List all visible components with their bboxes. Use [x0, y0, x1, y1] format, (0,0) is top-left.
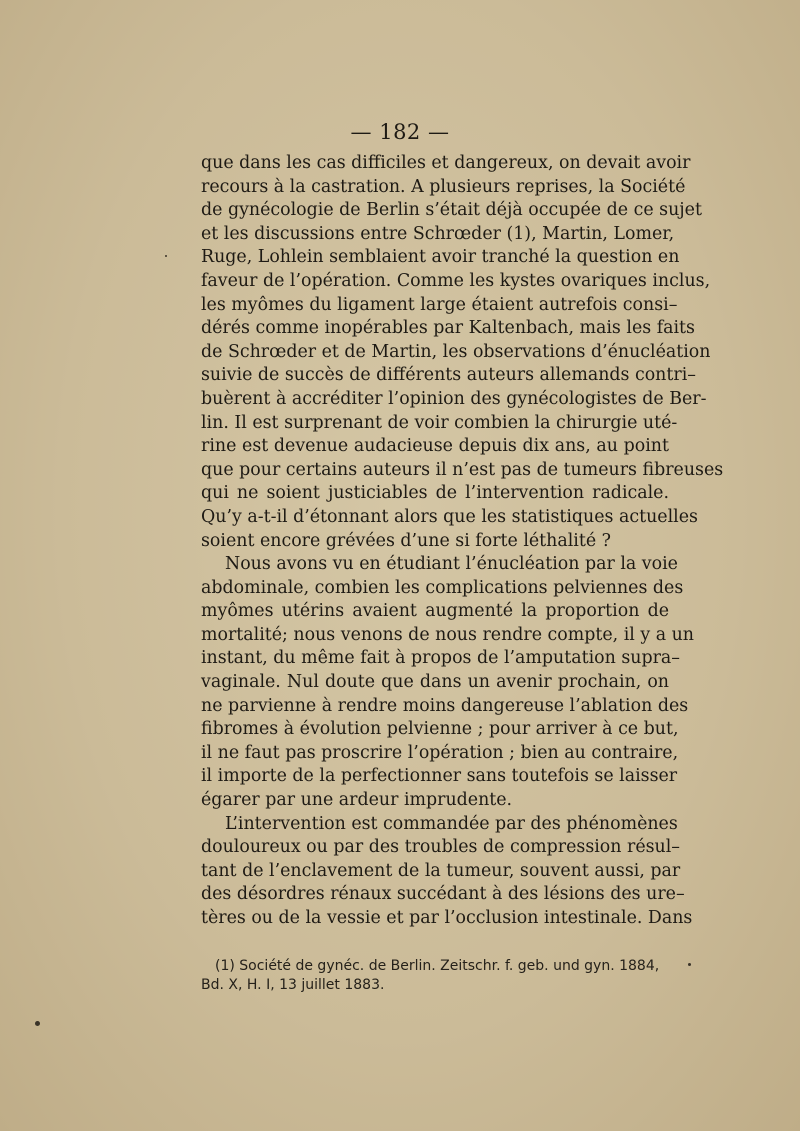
text-line: myômes utérins avaient augmenté la proportion de — [201, 601, 669, 622]
text-line: que pour certains auteurs il n’est pas de tumeurs fibreuses — [201, 459, 724, 480]
text-line: L’intervention est commandée par des phénomènes — [225, 813, 678, 834]
paper-speck — [165, 255, 167, 257]
text-line: égarer par une ardeur imprudente. — [201, 790, 513, 811]
text-line: les myômes du ligament large étaient autrefois consi– — [201, 294, 678, 315]
text-line: tères ou de la vessie et par l’occlusion intestinale. Dans — [201, 908, 693, 928]
text-line: de gynécologie de Berlin s’était déjà occupée de ce sujet — [201, 200, 702, 221]
paper-speck — [688, 963, 691, 966]
text-line: instant, du même fait à propos de l’amputation supra– — [201, 648, 680, 669]
footnote-line: (1) Société de gynéc. de Berlin. Zeitschr. f. geb. und gyn. 1884, — [215, 958, 660, 974]
text-line: des désordres rénaux succédant à des lésions des ure– — [201, 884, 685, 905]
text-line: douloureux ou par des troubles de compression résul– — [201, 837, 680, 858]
text-line: vaginale. Nul doute que dans un avenir prochain, on — [201, 672, 669, 693]
text-line: tant de l’enclavement de la tumeur, souvent aussi, par — [201, 860, 681, 881]
text-line: soient encore grévées d’une si forte léthalité ? — [201, 530, 611, 551]
text-line: fibromes à évolution pelvienne ; pour arriver à ce but, — [201, 719, 679, 740]
text-line: que dans les cas difficiles et dangereux, on devait avoir — [201, 153, 691, 173]
text-line: abdominale, combien les complications pelviennes des — [201, 577, 684, 598]
text-line: et les discussions entre Schrœder (1), Martin, Lomer, — [201, 223, 675, 244]
text-line: recours à la castration. A plusieurs reprises, la Société — [201, 176, 686, 197]
text-line: faveur de l’opération. Comme les kystes ovariques inclus, — [201, 270, 711, 291]
text-line: il ne faut pas proscrire l’opération ; bien au contraire, — [201, 742, 679, 763]
text-line: Ruge, Lohlein semblaient avoir tranché la question en — [201, 247, 680, 268]
text-line: dérés comme inopérables par Kaltenbach, mais les faits — [201, 318, 695, 339]
page-number: — 182 — — [350, 120, 450, 144]
text-line: rine est devenue audacieuse depuis dix ans, au point — [201, 436, 669, 457]
text-line: buèrent à accréditer l’opinion des gynécologistes de Ber- — [201, 388, 707, 409]
text-line: il importe de la perfectionner sans toutefois se laisser — [201, 766, 678, 787]
body-text — [201, 152, 724, 931]
text-line: suivie de succès de différents auteurs allemands contri– — [201, 365, 696, 386]
text-line: lin. Il est surprenant de voir combien la chirurgie uté- — [201, 412, 678, 433]
text-line: de Schrœder et de Martin, les observations d’énucléation — [201, 341, 711, 362]
footnote-line: Bd. X, H. I, 13 juillet 1883. — [201, 977, 385, 993]
text-line: Nous avons vu en étudiant l’énucléation par la voie — [225, 554, 678, 575]
paper-speck — [35, 1021, 40, 1026]
text-line: ne parvienne à rendre moins dangereuse l’ablation des — [201, 695, 689, 716]
text-line: qui ne soient justiciables de l’intervention radicale. — [201, 483, 669, 504]
footnote — [201, 957, 671, 995]
text-line: Qu’y a-t-il d’étonnant alors que les statistiques actuelles — [201, 506, 698, 527]
text-line: mortalité; nous venons de nous rendre compte, il y a un — [201, 624, 695, 645]
